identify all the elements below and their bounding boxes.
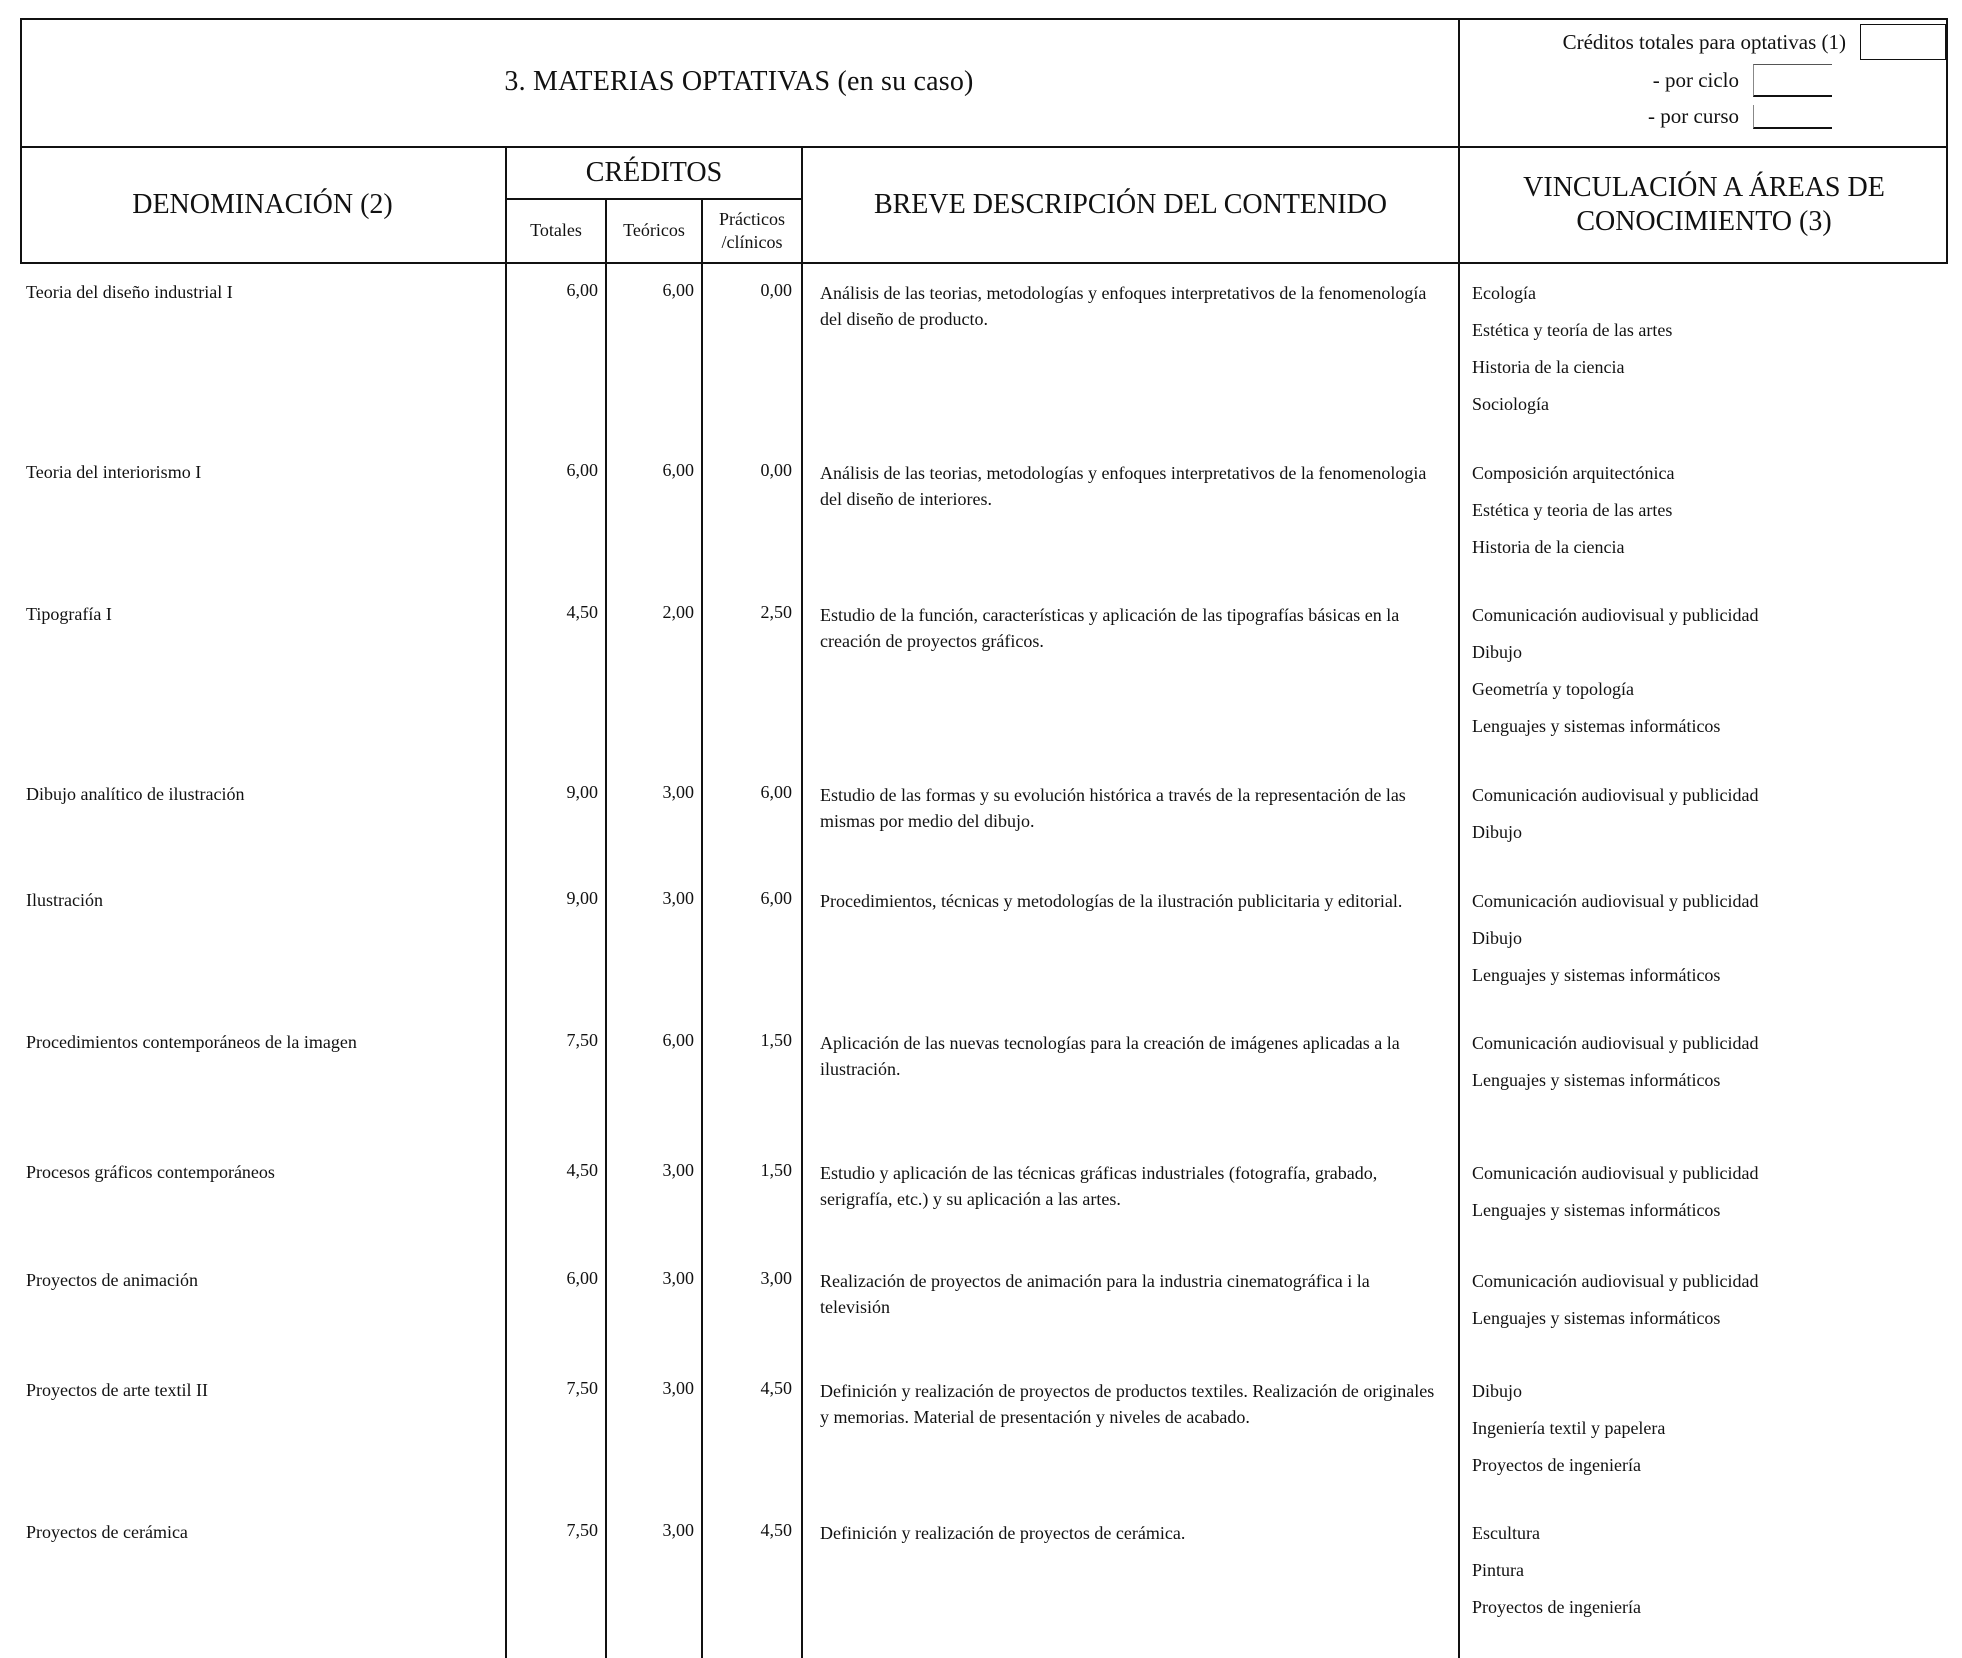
teoricos-header: Teóricos [623, 220, 685, 241]
subject-name: Procedimientos contemporáneos de la imagen [26, 1032, 357, 1052]
credits-practicos: 1,50 [760, 1030, 792, 1050]
knowledge-areas [1472, 888, 1758, 999]
area-item: Dibujo [1472, 928, 1523, 948]
credits-totales: 6,00 [566, 280, 598, 300]
credits-totales: 4,50 [566, 1160, 598, 1180]
credits-teoricos: 3,00 [662, 888, 694, 908]
knowledge-areas [1472, 1268, 1758, 1342]
credits-totales: 7,50 [566, 1030, 598, 1050]
area-item: Geometría y topología [1472, 679, 1634, 699]
knowledge-areas [1472, 782, 1758, 856]
credits-totales: 7,50 [566, 1378, 598, 1398]
credits-totales: 6,00 [566, 460, 598, 480]
subject-name: Proyectos de arte textil II [26, 1380, 208, 1400]
area-item: Ecología [1472, 283, 1536, 303]
totales-header: Totales [530, 220, 582, 241]
subject-name: Procesos gráficos contemporáneos [26, 1162, 275, 1182]
area-item: Proyectos de ingeniería [1472, 1597, 1641, 1617]
area-item: Dibujo [1472, 642, 1523, 662]
area-item: Lenguajes y sistemas informáticos [1472, 1070, 1721, 1090]
per-course-label: - por curso [1648, 104, 1739, 128]
knowledge-areas [1472, 460, 1674, 571]
credits-teoricos: 3,00 [662, 1268, 694, 1288]
credits-teoricos: 6,00 [662, 1030, 694, 1050]
area-item: Composición arquitectónica [1472, 463, 1675, 483]
credits-practicos: 2,50 [760, 602, 792, 622]
subject-name: Teoria del diseño industrial I [26, 282, 233, 302]
descripcion-header: BREVE DESCRIPCIÓN DEL CONTENIDO [873, 189, 1388, 221]
area-item: Sociología [1472, 394, 1549, 414]
knowledge-areas [1472, 1030, 1758, 1104]
credits-totales: 6,00 [566, 1268, 598, 1288]
subject-name: Dibujo analítico de ilustración [26, 784, 245, 804]
area-item: Proyectos de ingeniería [1472, 1455, 1641, 1475]
area-item: Estética y teoría de las artes [1472, 320, 1673, 340]
subject-name: Tipografía I [26, 604, 112, 624]
area-item: Comunicación audiovisual y publicidad [1472, 1033, 1759, 1053]
content-description: Definición y realización de proyectos de productos textiles. Realización de originales y memorias. Material de presentación y niveles de acabado. [820, 1381, 1435, 1427]
credits-teoricos: 3,00 [662, 1378, 694, 1398]
area-item: Historia de la ciencia [1472, 357, 1625, 377]
content-description: Análisis de las teorias, metodologías y enfoques interpretativos de la fenomenología del diseño de producto. [820, 283, 1427, 329]
subject-name: Proyectos de animación [26, 1270, 198, 1290]
per-course-row [1648, 104, 1832, 129]
totales-column-line [505, 146, 507, 1658]
content-description: Realización de proyectos de animación para la industria cinematográfica i la televisión [820, 1271, 1370, 1317]
descripcion-column-line [801, 146, 803, 1658]
credits-practicos: 3,00 [760, 1268, 792, 1288]
area-item: Comunicación audiovisual y publicidad [1472, 605, 1759, 625]
area-item: Comunicación audiovisual y publicidad [1472, 785, 1759, 805]
credits-totales: 9,00 [566, 782, 598, 802]
area-item: Lenguajes y sistemas informáticos [1472, 1200, 1721, 1220]
credits-totales: 4,50 [566, 602, 598, 622]
credits-teoricos: 3,00 [662, 1520, 694, 1540]
area-item: Comunicación audiovisual y publicidad [1472, 891, 1759, 911]
per-cycle-field[interactable] [1753, 64, 1832, 97]
knowledge-areas [1472, 1160, 1758, 1234]
credits-total-label: Créditos totales para optativas (1) [1562, 29, 1846, 54]
vinculacion-header-line2: CONOCIMIENTO (3) [1576, 206, 1832, 237]
area-item: Comunicación audiovisual y publicidad [1472, 1163, 1759, 1183]
content-description: Definición y realización de proyectos de cerámica. [820, 1523, 1186, 1543]
credits-summary [1460, 18, 1948, 146]
credits-teoricos: 6,00 [662, 280, 694, 300]
practicos-header [703, 200, 801, 262]
area-item: Lenguajes y sistemas informáticos [1472, 1308, 1721, 1328]
practicos-header-line2: /clínicos [721, 232, 783, 252]
credits-practicos: 1,50 [760, 1160, 792, 1180]
creditos-header: CRÉDITOS [585, 157, 723, 189]
credits-teoricos: 2,00 [662, 602, 694, 622]
knowledge-areas [1472, 1378, 1665, 1489]
content-description: Estudio y aplicación de las técnicas gráficas industriales (fotografía, grabado, serigrafía, etc.) y su aplicación a las artes. [820, 1163, 1378, 1209]
area-item: Escultura [1472, 1523, 1540, 1543]
area-item: Lenguajes y sistemas informáticos [1472, 965, 1721, 985]
credits-teoricos: 6,00 [662, 460, 694, 480]
credits-practicos: 0,00 [760, 460, 792, 480]
area-item: Estética y teoria de las artes [1472, 500, 1673, 520]
per-course-field[interactable] [1753, 105, 1832, 129]
credits-practicos: 4,50 [760, 1520, 792, 1540]
content-description: Estudio de la función, características y aplicación de las tipografías básicas en la creación de proyectos gráficos. [820, 605, 1400, 651]
per-cycle-row [1653, 64, 1832, 97]
credits-totales: 9,00 [566, 888, 598, 908]
area-item: Dibujo [1472, 1381, 1523, 1401]
practicos-header-line1: Prácticos [719, 208, 785, 229]
knowledge-areas [1472, 280, 1672, 428]
area-item: Historia de la ciencia [1472, 537, 1625, 557]
area-item: Ingeniería textil y papelera [1472, 1418, 1666, 1438]
credits-total-field[interactable] [1860, 24, 1946, 60]
content-description: Estudio de las formas y su evolución histórica a través de la representación de las mismas por medio del dibujo. [820, 785, 1406, 831]
credits-teoricos: 3,00 [662, 1160, 694, 1180]
credits-totales: 7,50 [566, 1520, 598, 1540]
vinculacion-header-line1: VINCULACIÓN A ÁREAS DE [1523, 172, 1885, 204]
areas-column-line [1458, 18, 1460, 1658]
column-header-divider [20, 262, 1948, 264]
credits-practicos: 6,00 [760, 888, 792, 908]
knowledge-areas [1472, 1520, 1641, 1631]
area-item: Lenguajes y sistemas informáticos [1472, 716, 1721, 736]
credits-teoricos: 3,00 [662, 782, 694, 802]
practicos-column-line [701, 198, 703, 1658]
area-item: Comunicación audiovisual y publicidad [1472, 1271, 1759, 1291]
credits-practicos: 6,00 [760, 782, 792, 802]
vinculacion-header [1460, 148, 1948, 262]
subject-name: Teoria del interiorismo I [26, 462, 202, 482]
content-description: Procedimientos, técnicas y metodologías de la ilustración publicitaria y editorial. [820, 891, 1403, 911]
credits-practicos: 4,50 [760, 1378, 792, 1398]
content-description: Aplicación de las nuevas tecnologías para la creación de imágenes aplicadas a la ilustración. [820, 1033, 1400, 1079]
area-item: Pintura [1472, 1560, 1524, 1580]
teoricos-column-line [605, 198, 607, 1658]
per-cycle-label: - por ciclo [1652, 68, 1739, 92]
subject-name: Ilustración [26, 890, 103, 910]
section-title: 3. MATERIAS OPTATIVAS (en su caso) [504, 66, 974, 97]
denominacion-header: DENOMINACIÓN (2) [132, 189, 393, 221]
subject-name: Proyectos de cerámica [26, 1522, 188, 1542]
optional-subjects-table [20, 18, 1948, 1658]
knowledge-areas [1472, 602, 1758, 750]
area-item: Dibujo [1472, 822, 1523, 842]
credits-total-row [1563, 24, 1946, 60]
content-description: Análisis de las teorias, metodologías y enfoques interpretativos de la fenomenologia del diseño de interiores. [820, 463, 1427, 509]
credits-practicos: 0,00 [760, 280, 792, 300]
